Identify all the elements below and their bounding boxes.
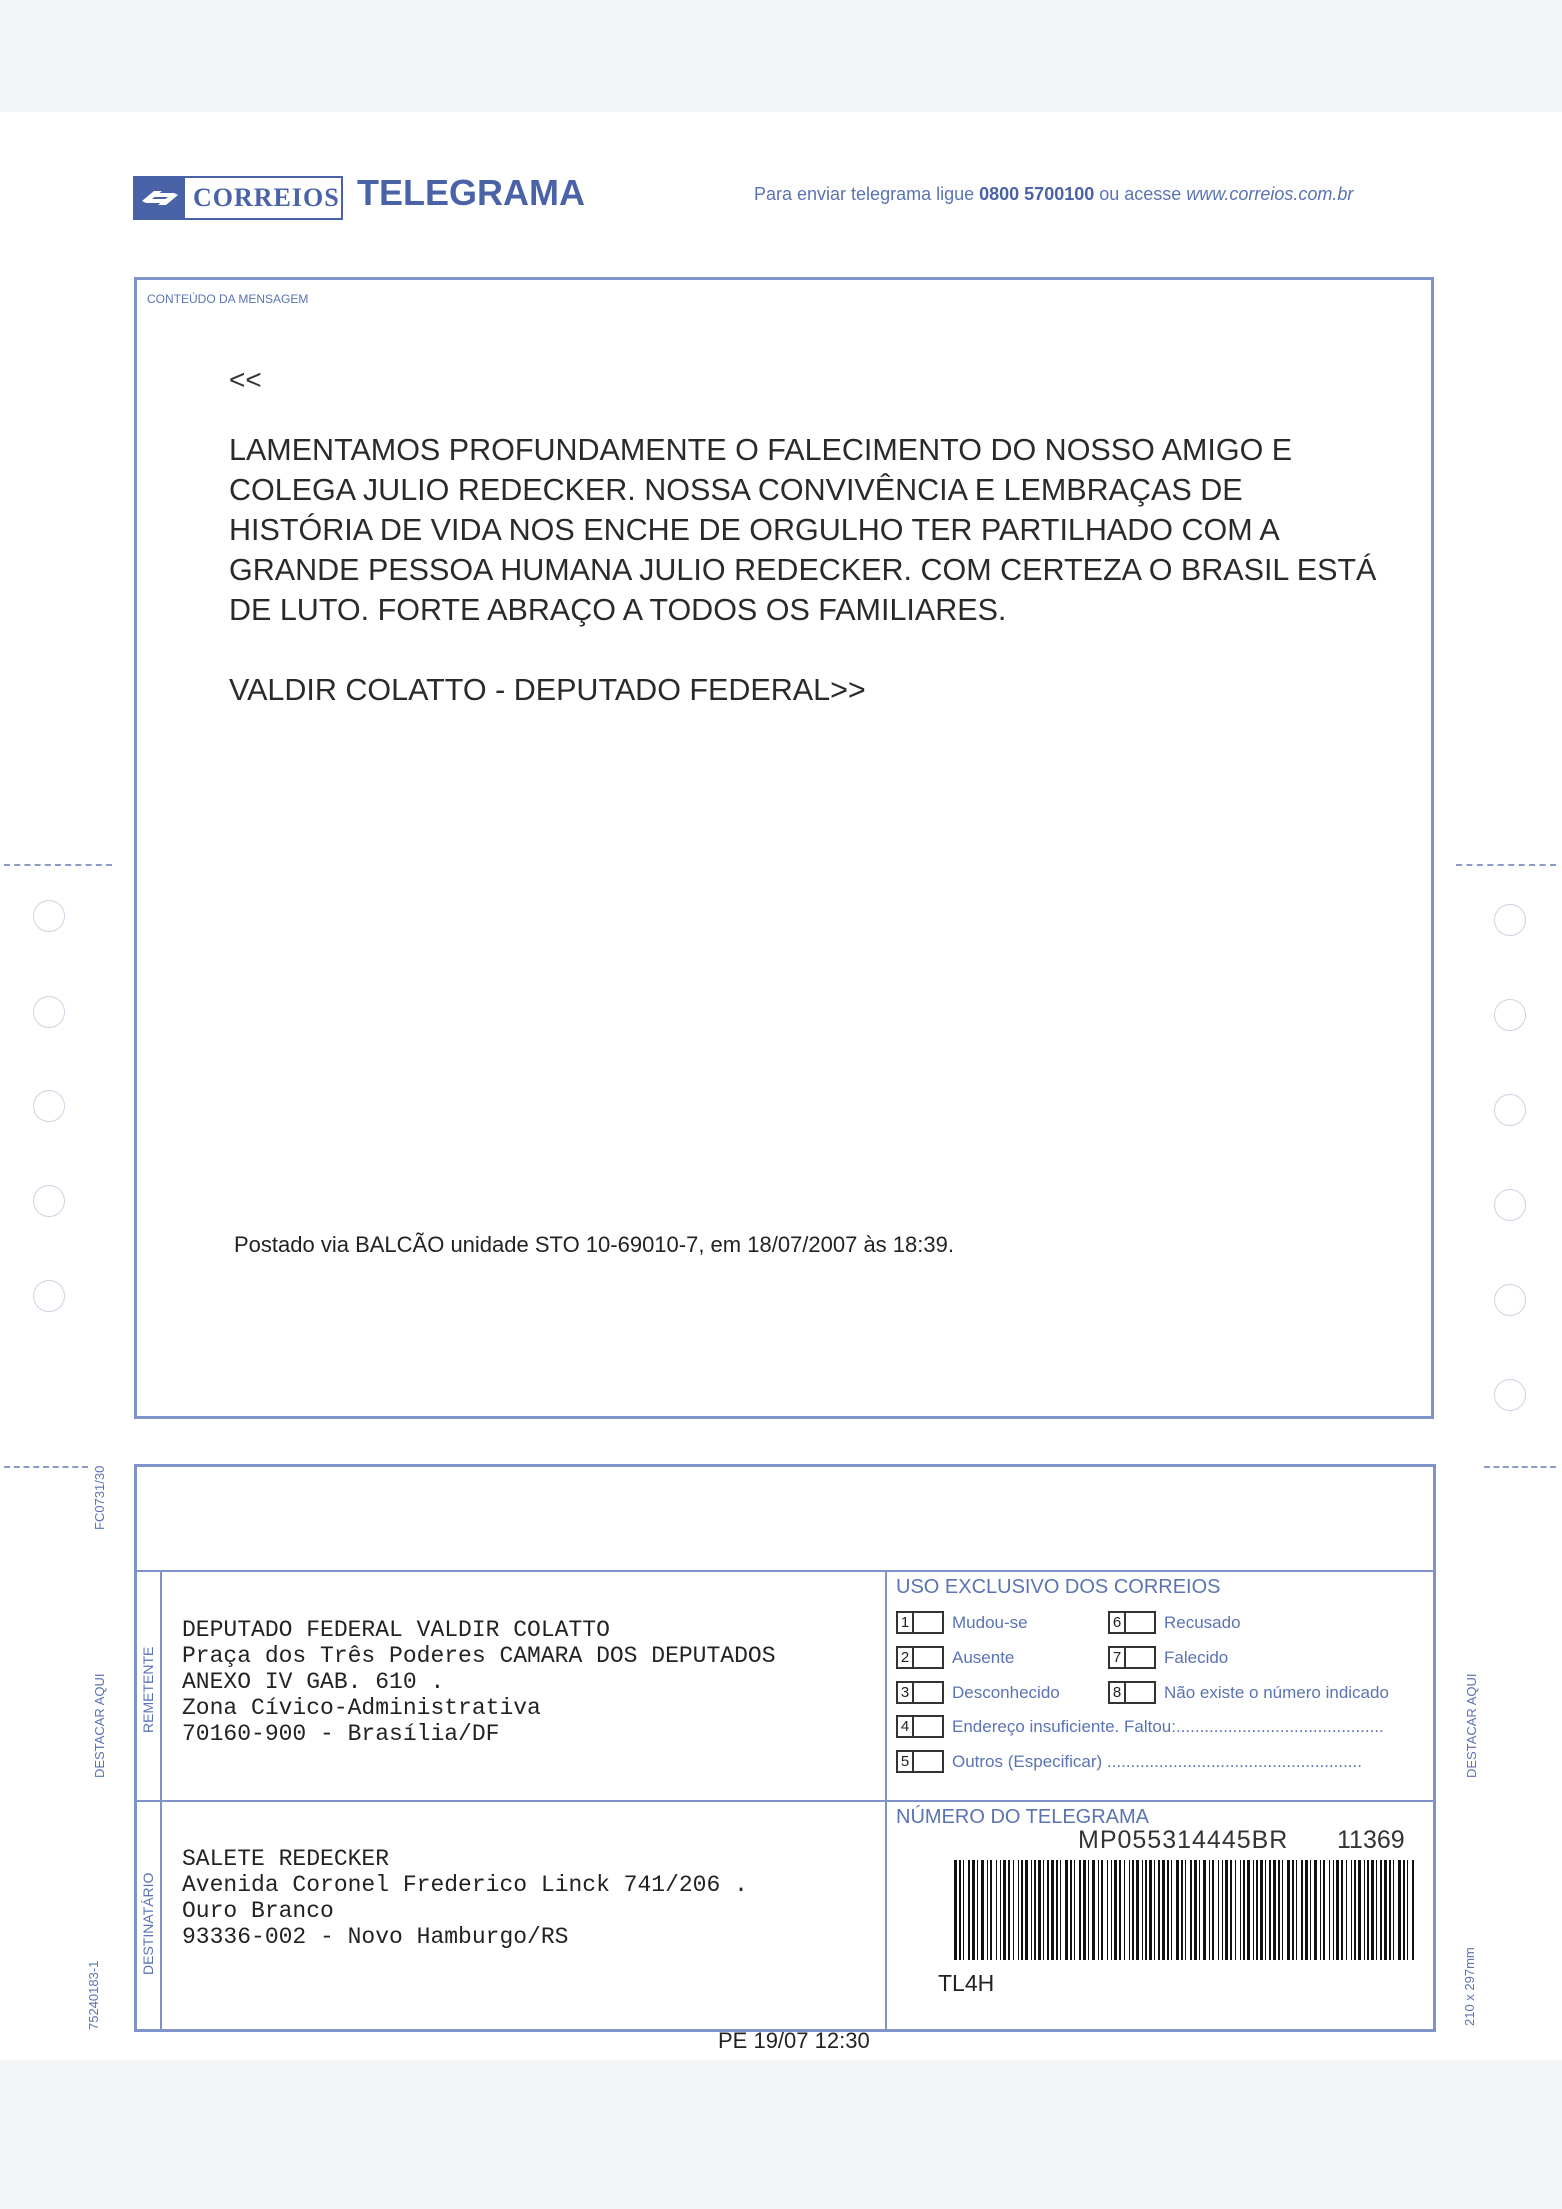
- recipient-line: 93336-002 - Novo Hamburgo/RS: [182, 1924, 569, 1950]
- divider: [885, 1570, 887, 2029]
- feed-hole: [1494, 904, 1526, 936]
- sender-address: [182, 1617, 776, 1747]
- telegram-number: MP055314445BR: [1078, 1826, 1289, 1854]
- header-info-prefix: Para enviar telegrama ligue: [754, 184, 980, 204]
- telegram-barcode: [954, 1860, 1418, 1960]
- option-label: Mudou-se: [952, 1612, 1028, 1632]
- return-reason-unknown[interactable]: [896, 1681, 1060, 1704]
- form-code-label: FC0731/30: [92, 1465, 107, 1530]
- option-label: Não existe o número indicado: [1164, 1682, 1389, 1702]
- feed-hole: [1494, 1189, 1526, 1221]
- telegram-code: 11369: [1337, 1826, 1405, 1854]
- option-checkbox[interactable]: [912, 1611, 944, 1634]
- return-reason-moved[interactable]: [896, 1611, 1028, 1634]
- sender-line: 70160-900 - Brasília/DF: [182, 1721, 500, 1747]
- option-label: Outros (Especificar) ......................................................: [952, 1751, 1362, 1771]
- header-info-mid: ou acesse: [1094, 184, 1187, 204]
- perforation-line: [4, 864, 112, 866]
- barcode-bar: [1412, 1860, 1414, 1960]
- feed-hole: [1494, 999, 1526, 1031]
- message-content-label: CONTEÚDO DA MENSAGEM: [147, 292, 309, 306]
- option-checkbox[interactable]: [1124, 1611, 1156, 1634]
- feed-hole: [33, 1090, 65, 1122]
- feed-hole: [1494, 1284, 1526, 1316]
- option-number: 8: [1108, 1681, 1124, 1704]
- message-open-marker: <<: [229, 364, 262, 395]
- document-title: TELEGRAMA: [357, 172, 585, 213]
- message-line: COLEGA JULIO REDECKER. NOSSA CONVIVÊNCIA E LEMBRAÇAS DE: [229, 473, 1243, 507]
- telegram-number-label: NÚMERO DO TELEGRAMA: [896, 1806, 1149, 1828]
- divider: [136, 1570, 1434, 1572]
- sender-line: DEPUTADO FEDERAL VALDIR COLATTO: [182, 1617, 610, 1643]
- return-reason-deceased[interactable]: [1108, 1646, 1228, 1669]
- option-number: 2: [896, 1646, 912, 1669]
- option-checkbox[interactable]: [1124, 1681, 1156, 1704]
- return-reason-no-number[interactable]: [1108, 1681, 1389, 1704]
- route-code: TL4H: [938, 1970, 995, 1996]
- divider: [160, 1570, 162, 2029]
- option-label: Recusado: [1164, 1612, 1241, 1632]
- feed-hole: [1494, 1379, 1526, 1411]
- message-line: HISTÓRIA DE VIDA NOS ENCHE DE ORGULHO TER PARTILHADO COM A: [229, 513, 1280, 547]
- postal-use-title: USO EXCLUSIVO DOS CORREIOS: [896, 1576, 1221, 1598]
- perforation-line: [1484, 1466, 1556, 1468]
- detach-here-left-label: DESTACAR AQUI: [92, 1673, 107, 1778]
- recipient-label: DESTINATÁRIO: [140, 1872, 156, 1975]
- sender-line: Zona Cívico-Administrativa: [182, 1695, 541, 1721]
- perforation-line: [1456, 864, 1556, 866]
- feed-hole: [1494, 1094, 1526, 1126]
- option-checkbox[interactable]: [912, 1715, 944, 1738]
- correios-arrows-icon: [135, 178, 185, 218]
- posting-info: Postado via BALCÃO unidade STO 10-69010-7, em 18/07/2007 às 18:39.: [234, 1232, 954, 1257]
- perforation-line: [4, 1466, 88, 1468]
- return-reason-insufficient-address[interactable]: [896, 1715, 1384, 1738]
- delivery-stamp: PE 19/07 12:30: [718, 2028, 870, 2053]
- message-body: [229, 430, 1424, 710]
- message-line: LAMENTAMOS PROFUNDAMENTE O FALECIMENTO DO NOSSO AMIGO E: [229, 433, 1293, 467]
- message-signature: VALDIR COLATTO - DEPUTADO FEDERAL>>: [229, 673, 866, 707]
- recipient-address: [182, 1846, 748, 1950]
- message-line: GRANDE PESSOA HUMANA JULIO REDECKER. COM CERTEZA O BRASIL ESTÁ: [229, 553, 1377, 587]
- divider: [136, 1800, 1434, 1802]
- option-checkbox[interactable]: [912, 1681, 944, 1704]
- feed-hole: [33, 900, 65, 932]
- recipient-line: Avenida Coronel Frederico Linck 741/206 .: [182, 1872, 748, 1898]
- option-checkbox[interactable]: [912, 1646, 944, 1669]
- recipient-line: SALETE REDECKER: [182, 1846, 390, 1872]
- feed-hole: [33, 1280, 65, 1312]
- message-line: DE LUTO. FORTE ABRAÇO A TODOS OS FAMILIARES.: [229, 593, 1007, 627]
- detach-here-right-label: DESTACAR AQUI: [1464, 1673, 1479, 1778]
- return-reason-refused[interactable]: [1108, 1611, 1241, 1634]
- option-number: 5: [896, 1750, 912, 1773]
- option-label: Falecido: [1164, 1647, 1229, 1667]
- option-number: 6: [1108, 1611, 1124, 1634]
- return-reason-other[interactable]: [896, 1750, 1362, 1773]
- option-label: Endereço insuficiente. Faltou:............................................: [952, 1716, 1384, 1736]
- sender-label: REMETENTE: [140, 1646, 156, 1733]
- option-number: 4: [896, 1715, 912, 1738]
- header-website: www.correios.com.br: [1186, 184, 1354, 204]
- return-reason-absent[interactable]: [896, 1646, 1014, 1669]
- feed-hole: [33, 1185, 65, 1217]
- sender-line: Praça dos Três Poderes CAMARA DOS DEPUTADOS: [182, 1643, 776, 1669]
- serial-label: 75240183-1: [86, 1960, 101, 2030]
- header-phone: 0800 5700100: [979, 184, 1095, 204]
- logo-wordmark: CORREIOS: [193, 183, 340, 212]
- option-number: 3: [896, 1681, 912, 1704]
- option-checkbox[interactable]: [1124, 1646, 1156, 1669]
- option-number: 7: [1108, 1646, 1124, 1669]
- recipient-line: Ouro Branco: [182, 1898, 334, 1924]
- option-checkbox[interactable]: [912, 1750, 944, 1773]
- sender-line: ANEXO IV GAB. 610 .: [182, 1669, 445, 1695]
- option-number: 1: [896, 1611, 912, 1634]
- correios-logo: [133, 176, 343, 220]
- option-label: Desconhecido: [952, 1682, 1060, 1702]
- message-content-box: [134, 277, 1434, 1419]
- header-contact-info: [754, 184, 1353, 205]
- option-label: Ausente: [952, 1647, 1015, 1667]
- paper-size-label: 210 x 297mm: [1462, 1947, 1477, 2026]
- feed-hole: [33, 996, 65, 1028]
